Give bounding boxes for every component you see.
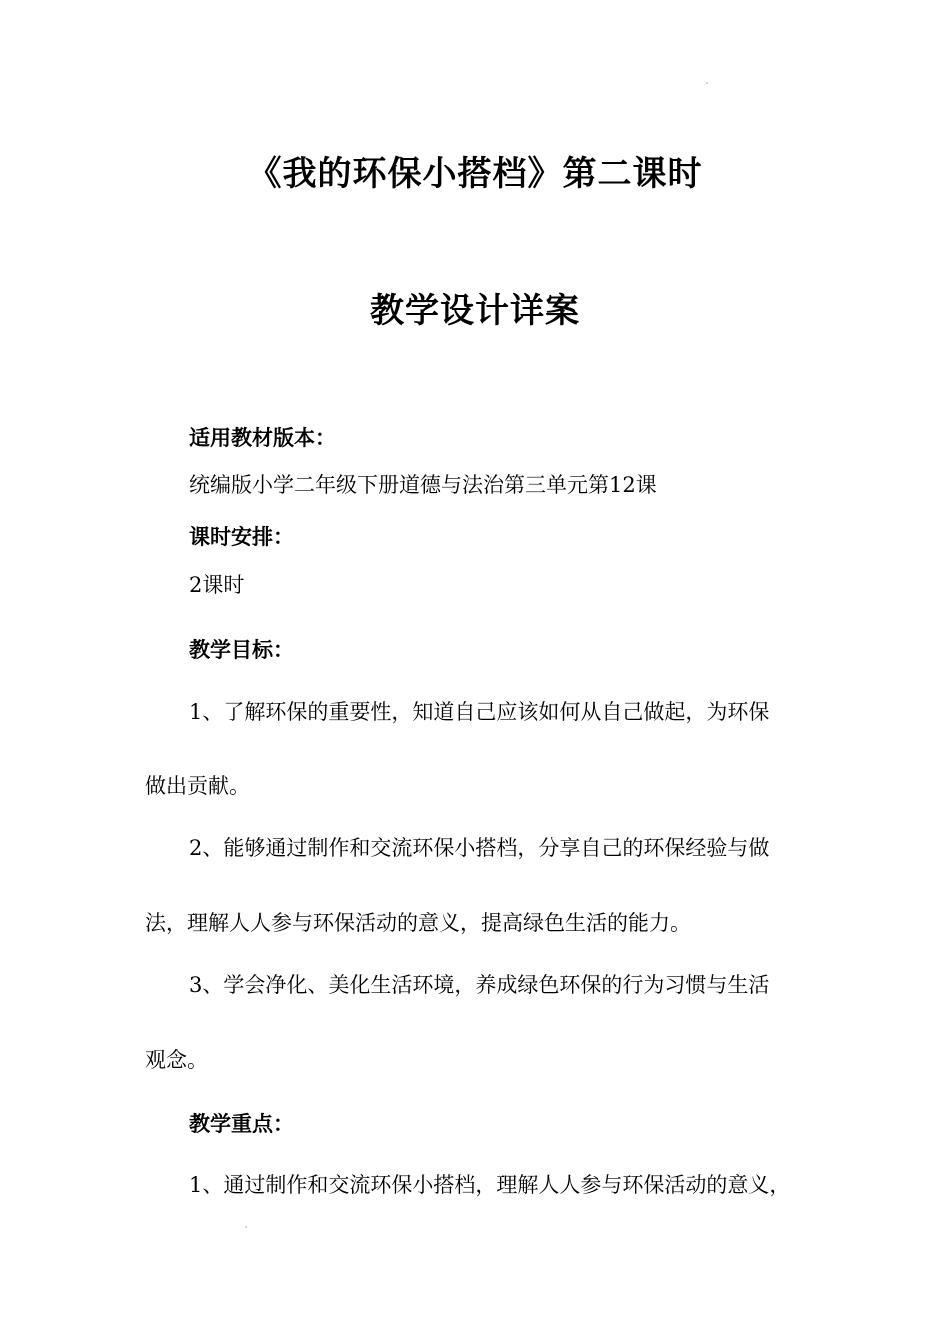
objective-2-line2: 法，理解人人参与环保活动的意义，提高绿色生活的能力。 [145, 911, 691, 935]
schedule-text: 2课时 [189, 573, 245, 597]
objective-1-line1: 1、了解环保的重要性，知道自己应该如何从自己做起，为环保 [189, 700, 770, 724]
objective-2-line1: 2、能够通过制作和交流环保小搭档，分享自己的环保经验与做 [189, 836, 770, 860]
document-title-line1: 《我的环保小搭档》第二课时 [247, 154, 703, 194]
scan-speck [245, 1226, 247, 1228]
key-point-1-line1: 1、通过制作和交流环保小搭档，理解人人参与环保活动的意义， [189, 1173, 791, 1197]
edition-text: 统编版小学二年级下册道德与法治第三单元第12课 [189, 473, 657, 497]
schedule-heading: 课时安排： [189, 525, 294, 549]
objectives-heading: 教学目标： [189, 638, 294, 662]
document-title-line2: 教学设计详案 [370, 291, 580, 331]
key-points-heading: 教学重点： [189, 1112, 294, 1136]
objective-1-line2: 做出贡献。 [145, 774, 250, 798]
scan-speck [706, 82, 708, 84]
objective-3-line1: 3、学会净化、美化生活环境，养成绿色环保的行为习惯与生活 [189, 973, 770, 997]
edition-heading: 适用教材版本： [189, 426, 336, 450]
objective-3-line2: 观念。 [145, 1048, 208, 1072]
